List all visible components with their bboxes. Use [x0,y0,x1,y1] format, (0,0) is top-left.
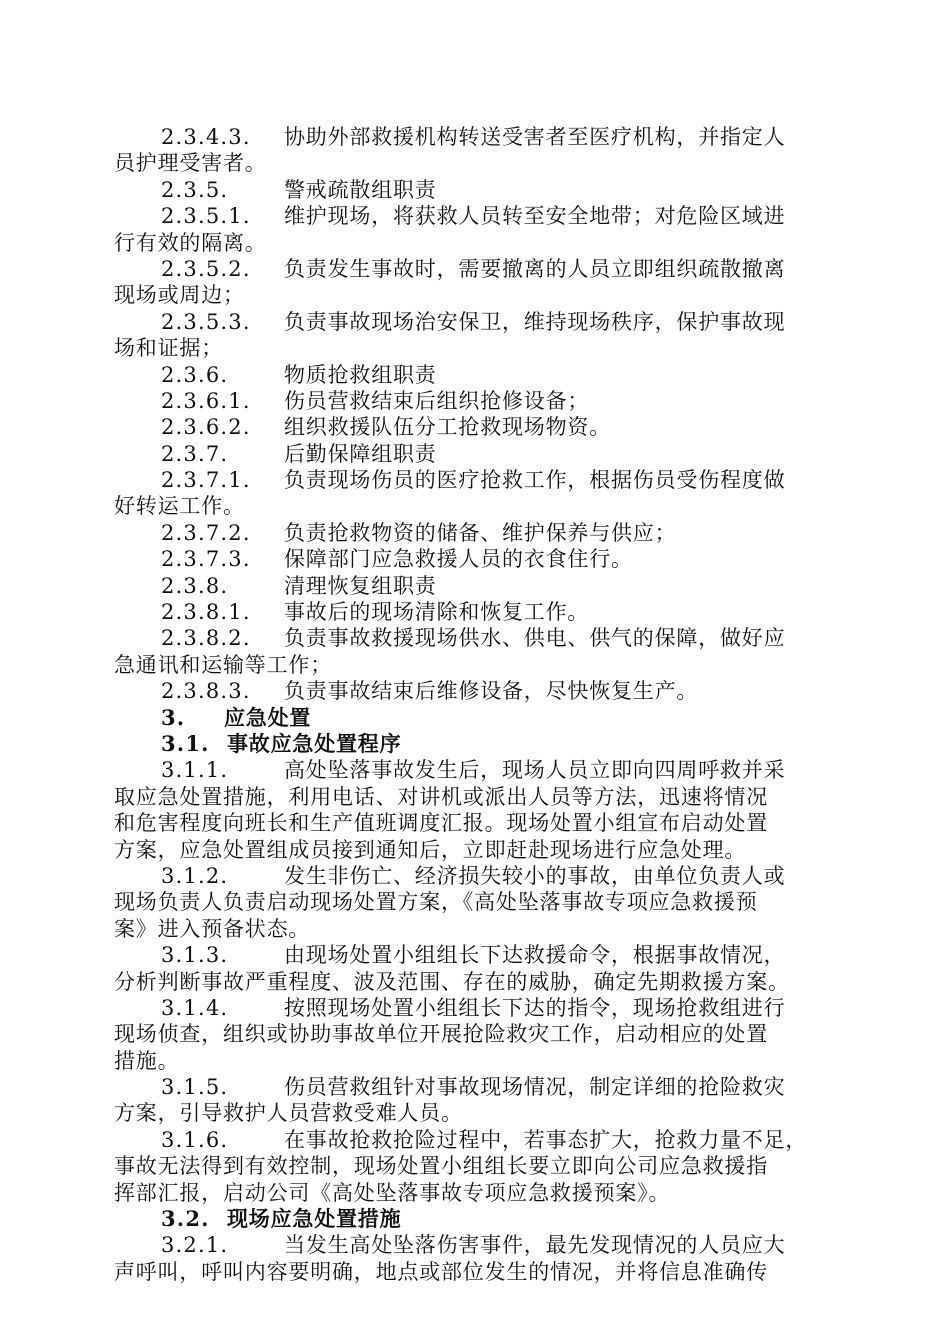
item-number: 2.3.5.2. [161,256,251,281]
paragraph-first-line [114,625,836,651]
paragraph-first-line [114,177,836,203]
paragraph-continuation-line: 好转运工作。 [114,494,245,519]
paragraph-first-line [114,256,836,282]
item-text: 由现场处置小组组长下达救援命令，根据事故情况， [284,943,786,968]
paragraph-continuation-line: 措施。 [114,1048,180,1073]
paragraph-continuation-line: 现场负责人负责启动现场处置方案，《高处坠落事故专项应急救援预 [114,890,758,915]
item-number: 3.1.5. [161,1075,229,1100]
paragraph-continuation-line: 取应急处置措施，利用电话、对讲机或派出人员等方法，迅速将情况 [114,784,768,809]
item-number: 3.1.2. [161,863,229,888]
heading-title: 应急处置 [224,704,312,730]
paragraph-continuation-line: 事故无法得到有效控制，现场处置小组组长要立即向公司应急救援指 [114,1154,768,1179]
item-text: 负责抢救物资的储备、维护保养与供应； [284,520,677,545]
item-number: 2.3.6. [161,362,229,387]
item-text: 物质抢救组职责 [284,362,437,387]
paragraph-first-line [114,546,836,572]
section-heading-3 [114,705,836,731]
paragraph-first-line [114,942,836,968]
item-number: 3.1.6. [161,1127,229,1152]
item-text: 在事故抢救抢险过程中，若事态扩大，抢救力量不足， [284,1127,808,1152]
paragraph-first-line [114,995,836,1021]
paragraph-continuation-line: 和危害程度向班长和生产值班调度汇报。现场处置小组宣布启动处置 [114,811,768,836]
item-number: 2.3.6.2. [161,415,251,440]
item-text: 负责事故结束后维修设备，尽快恢复生产。 [284,679,699,704]
item-text: 按照现场处置小组组长下达的指令，现场抢救组进行 [284,995,786,1020]
item-text: 负责发生事故时，需要撤离的人员立即组织疏散撤离 [284,256,786,281]
paragraph-first-line [114,757,836,783]
item-number: 2.3.4.3. [161,125,251,149]
paragraph-first-line [114,599,836,625]
item-number: 2.3.8. [161,573,229,598]
heading-title: 现场应急处置措施 [227,1206,402,1232]
item-number: 2.3.7.1. [161,468,251,493]
paragraph-first-line [114,573,836,599]
item-text: 后勤保障组职责 [284,441,437,466]
item-text: 协助外部救援机构转送受害者至医疗机构，并指定人 [284,125,786,149]
item-text: 事故后的现场清除和恢复工作。 [284,600,590,625]
heading-number: 3.1. [161,730,210,756]
item-number: 2.3.8.3. [161,679,251,704]
item-number: 3.1.1. [161,758,229,783]
item-text: 伤员营救结束后组织抢修设备； [284,388,590,413]
paragraph-continuation-line: 员护理受害者。 [114,151,267,176]
item-text: 当发生高处坠落伤害事件，最先发现情况的人员应大 [284,1233,786,1258]
paragraph-continuation-line: 急通讯和运输等工作； [114,652,332,677]
paragraph-continuation-line: 方案，引导救护人员营救受难人员。 [114,1101,463,1126]
item-number: 2.3.5.1. [161,204,251,229]
item-text: 维护现场，将获救人员转至安全地带；对危险区域进 [284,204,786,229]
item-number: 2.3.5. [161,177,229,202]
paragraph-continuation-line: 场和证据； [114,336,223,361]
item-number: 2.3.5.3. [161,309,251,334]
paragraph-continuation-line: 现场侦查，组织或协助事故单位开展抢险救灾工作，启动相应的处置 [114,1022,768,1047]
paragraph-continuation-line: 分析判断事故严重程度、波及范围、存在的威胁，确定先期救援方案。 [114,969,790,994]
paragraph-first-line [114,414,836,440]
item-number: 2.3.7. [161,441,229,466]
paragraph-continuation-line: 方案，应急处置组成员接到通知后，立即赶赴现场进行应急处理。 [114,837,747,862]
item-text: 负责事故救援现场供水、供电、供气的保障，做好应 [284,626,786,651]
paragraph-first-line [114,1074,836,1100]
paragraph-first-line [114,203,836,229]
item-text: 警戒疏散组职责 [284,177,437,202]
paragraph-first-line [114,863,836,889]
item-text: 负责事故现场治安保卫，维持现场秩序，保护事故现 [284,309,786,334]
item-number: 2.3.7.3. [161,547,251,572]
paragraph-first-line [114,441,836,467]
paragraph-continuation-line: 现场或周边； [114,283,245,308]
item-text: 组织救援队伍分工抢救现场物资。 [284,415,611,440]
paragraph-first-line [114,362,836,388]
document-body [114,124,836,1285]
paragraph-first-line [114,388,836,414]
paragraph-first-line [114,1232,836,1258]
paragraph-continuation-line: 声呼叫，呼叫内容要明确，地点或部位发生的情况，并将信息准确传 [114,1259,768,1284]
item-text: 保障部门应急救援人员的衣食住行。 [284,547,633,572]
item-number: 2.3.7.2. [161,520,251,545]
section-heading-3-1 [114,731,836,757]
paragraph-continuation-line: 挥部汇报，启动公司《高处坠落事故专项应急救援预案》。 [114,1180,671,1205]
paragraph-first-line [114,467,836,493]
item-text: 发生非伤亡、经济损失较小的事故，由单位负责人或 [284,863,786,888]
heading-number: 3. [161,704,186,730]
paragraph-first-line [114,1127,836,1153]
section-heading-3-2 [114,1206,836,1232]
item-number: 2.3.6.1. [161,388,251,413]
item-number: 2.3.8.1. [161,600,251,625]
item-text: 伤员营救组针对事故现场情况，制定详细的抢险救灾 [284,1075,786,1100]
paragraph-first-line [114,520,836,546]
item-number: 3.2.1. [161,1233,229,1258]
item-number: 3.1.3. [161,943,229,968]
paragraph-continuation-line: 案》进入预备状态。 [114,916,311,941]
item-text: 清理恢复组职责 [284,573,437,598]
item-text: 负责现场伤员的医疗抢救工作，根据伤员受伤程度做 [284,468,786,493]
item-number: 3.1.4. [161,995,229,1020]
paragraph-continuation-line: 行有效的隔离。 [114,230,267,255]
paragraph-first-line [114,309,836,335]
item-number: 2.3.8.2. [161,626,251,651]
heading-number: 3.2. [161,1206,210,1232]
item-text: 高处坠落事故发生后，现场人员立即向四周呼救并采 [284,758,786,783]
paragraph-first-line [114,124,836,150]
heading-title: 事故应急处置程序 [227,730,402,756]
paragraph-first-line [114,678,836,704]
